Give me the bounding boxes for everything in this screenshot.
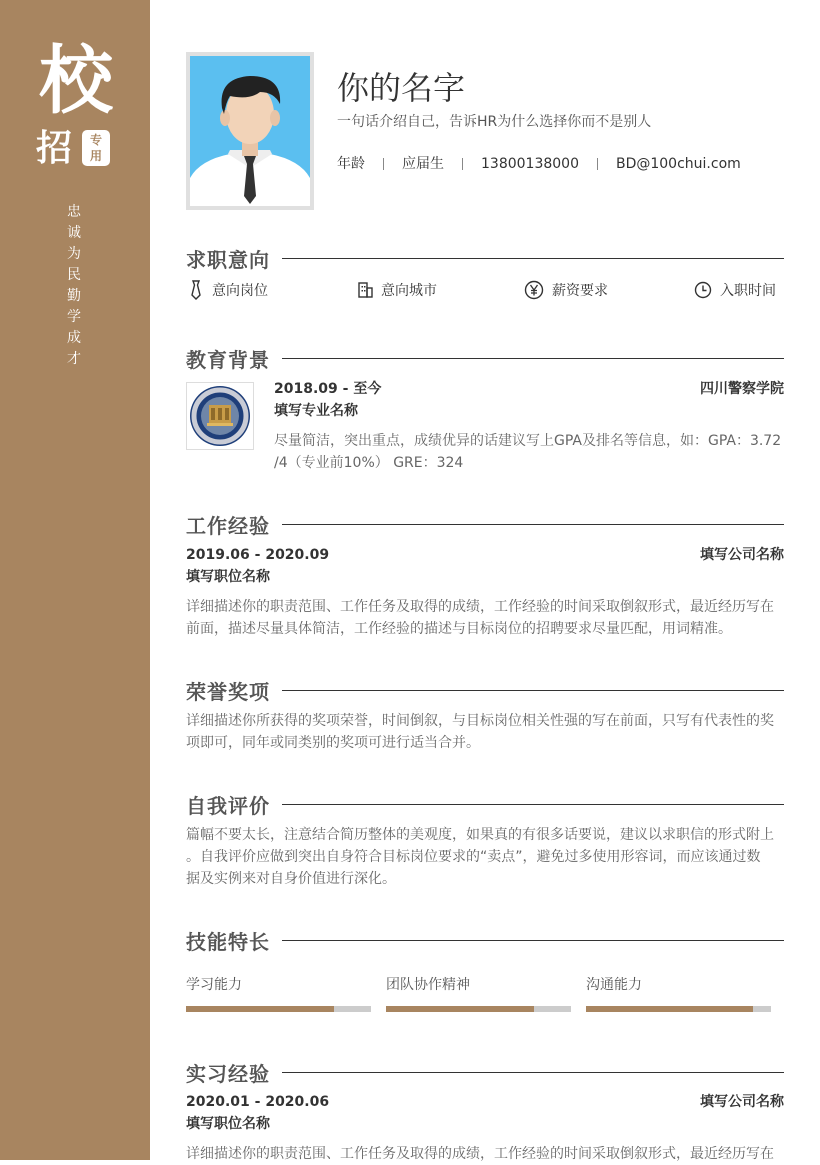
intent-position bbox=[188, 280, 268, 300]
intern-desc-line1: 详细描述你的职责范围、工作任务及取得的成绩，工作经验的时间采取倒叙形式，最近经历写在 bbox=[186, 1146, 774, 1162]
info-status: 应届生 bbox=[402, 156, 444, 172]
section-title: 实习经验 bbox=[186, 1061, 270, 1086]
skill-bar bbox=[186, 1006, 371, 1012]
info-email: BD@100chui.com bbox=[615, 156, 741, 172]
motto-char: 学 bbox=[67, 309, 81, 325]
self-eval-line1: 篇幅不要太长，注意结合简历整体的美观度，如果真的有很多话要说，建议以求职信的形式附上 bbox=[186, 827, 774, 843]
intent-salary bbox=[524, 280, 608, 300]
section-intent-header bbox=[186, 244, 784, 272]
section-title: 技能特长 bbox=[186, 929, 270, 954]
section-divider bbox=[282, 804, 784, 805]
work-date: 2019.06 - 2020.09 bbox=[186, 547, 330, 563]
section-education-header bbox=[186, 344, 784, 372]
intern-position: 填写职位名称 bbox=[186, 1116, 270, 1132]
clock-icon bbox=[694, 281, 712, 299]
education-desc-line2: /4（专业前10%） GRE：324 bbox=[274, 455, 464, 471]
intent-label: 意向岗位 bbox=[212, 283, 268, 299]
intern-date: 2020.01 - 2020.06 bbox=[186, 1094, 330, 1110]
motto-char: 忠 bbox=[67, 204, 81, 220]
intent-label: 薪资要求 bbox=[552, 283, 608, 299]
candidate-tagline: 一句话介绍自己，告诉HR为什么选择你而不是别人 bbox=[337, 114, 652, 130]
section-divider bbox=[282, 1072, 784, 1073]
skill-bar bbox=[386, 1006, 571, 1012]
avatar-icon bbox=[190, 56, 310, 206]
intent-label: 入职时间 bbox=[720, 283, 776, 299]
self-eval-line2: 。自我评价应做到突出自身符合目标岗位要求的“卖点”，避免过多使用形容词，而应该通过数 bbox=[186, 849, 761, 865]
info-divider bbox=[462, 158, 463, 170]
section-title: 教育背景 bbox=[186, 347, 270, 372]
section-skills-header bbox=[186, 926, 784, 954]
intent-label: 意向城市 bbox=[381, 283, 437, 299]
motto-char: 为 bbox=[67, 246, 81, 262]
tie-icon bbox=[188, 280, 204, 300]
school-emblem-icon bbox=[187, 383, 253, 449]
work-position: 填写职位名称 bbox=[186, 569, 270, 585]
motto-char: 才 bbox=[67, 351, 81, 367]
section-intern-header bbox=[186, 1058, 784, 1086]
sidebar-badge bbox=[82, 130, 110, 166]
info-divider bbox=[597, 158, 598, 170]
info-age: 年龄 bbox=[337, 156, 365, 172]
motto-char: 成 bbox=[67, 330, 81, 346]
motto-char: 勤 bbox=[67, 288, 81, 304]
motto-char: 民 bbox=[67, 267, 81, 283]
contact-info bbox=[337, 153, 741, 175]
profile-photo bbox=[186, 52, 314, 210]
sidebar-title-char: 校 bbox=[39, 38, 113, 124]
section-title: 求职意向 bbox=[186, 247, 270, 272]
self-eval-line3: 据及实例来对自身价值进行深化。 bbox=[186, 871, 396, 887]
skill-label: 沟通能力 bbox=[586, 977, 642, 993]
badge-char-2: 用 bbox=[89, 149, 102, 163]
building-icon bbox=[357, 281, 373, 299]
skill-bar-fill bbox=[186, 1006, 334, 1012]
section-honors-header bbox=[186, 676, 784, 704]
work-desc-line1: 详细描述你的职责范围、工作任务及取得的成绩，工作经验的时间采取倒叙形式，最近经历写在 bbox=[186, 599, 774, 615]
intent-start-time bbox=[694, 280, 776, 300]
skill-label: 团队协作精神 bbox=[386, 977, 470, 993]
section-divider bbox=[282, 358, 784, 359]
skill-bar bbox=[586, 1006, 771, 1012]
sidebar bbox=[0, 0, 150, 1160]
sidebar-subtitle-char: 招 bbox=[36, 127, 73, 169]
info-phone: 13800138000 bbox=[481, 156, 579, 172]
education-date: 2018.09 - 至今 bbox=[274, 381, 382, 397]
section-work-header bbox=[186, 510, 784, 538]
badge-char-1: 专 bbox=[89, 133, 102, 147]
section-divider bbox=[282, 258, 784, 259]
section-title: 工作经验 bbox=[186, 513, 270, 538]
candidate-name: 你的名字 bbox=[337, 69, 466, 107]
section-divider bbox=[282, 940, 784, 941]
honors-desc-line2: 项即可，同年或同类别的奖项可进行适当合并。 bbox=[186, 735, 480, 751]
honors-desc-line1: 详细描述你所获得的奖项荣誉，时间倒叙，与目标岗位相关性强的写在前面，只写有代表性的奖 bbox=[186, 713, 774, 729]
education-desc-line1: 尽量简洁，突出重点，成绩优异的话建议写上GPA及排名等信息，如：GPA：3.72 bbox=[274, 433, 782, 449]
education-major: 填写专业名称 bbox=[274, 403, 358, 419]
section-divider bbox=[282, 524, 784, 525]
section-self-eval-header bbox=[186, 790, 784, 818]
intern-company: 填写公司名称 bbox=[700, 1094, 784, 1110]
school-logo bbox=[186, 382, 254, 450]
section-title: 荣誉奖项 bbox=[186, 679, 270, 704]
work-company: 填写公司名称 bbox=[700, 547, 784, 563]
work-desc-line2: 前面，描述尽量具体简洁，工作经验的描述与目标岗位的招聘要求尽量匹配，用词精准。 bbox=[186, 621, 732, 637]
motto-char: 诚 bbox=[67, 225, 81, 241]
education-school: 四川警察学院 bbox=[700, 381, 784, 397]
skill-label: 学习能力 bbox=[186, 977, 242, 993]
intent-city bbox=[357, 280, 437, 300]
info-divider bbox=[383, 158, 384, 170]
skill-bar-fill bbox=[586, 1006, 753, 1012]
yen-icon bbox=[524, 280, 544, 300]
section-title: 自我评价 bbox=[186, 793, 270, 818]
sidebar-motto bbox=[64, 202, 84, 370]
skill-bar-fill bbox=[386, 1006, 534, 1012]
section-divider bbox=[282, 690, 784, 691]
